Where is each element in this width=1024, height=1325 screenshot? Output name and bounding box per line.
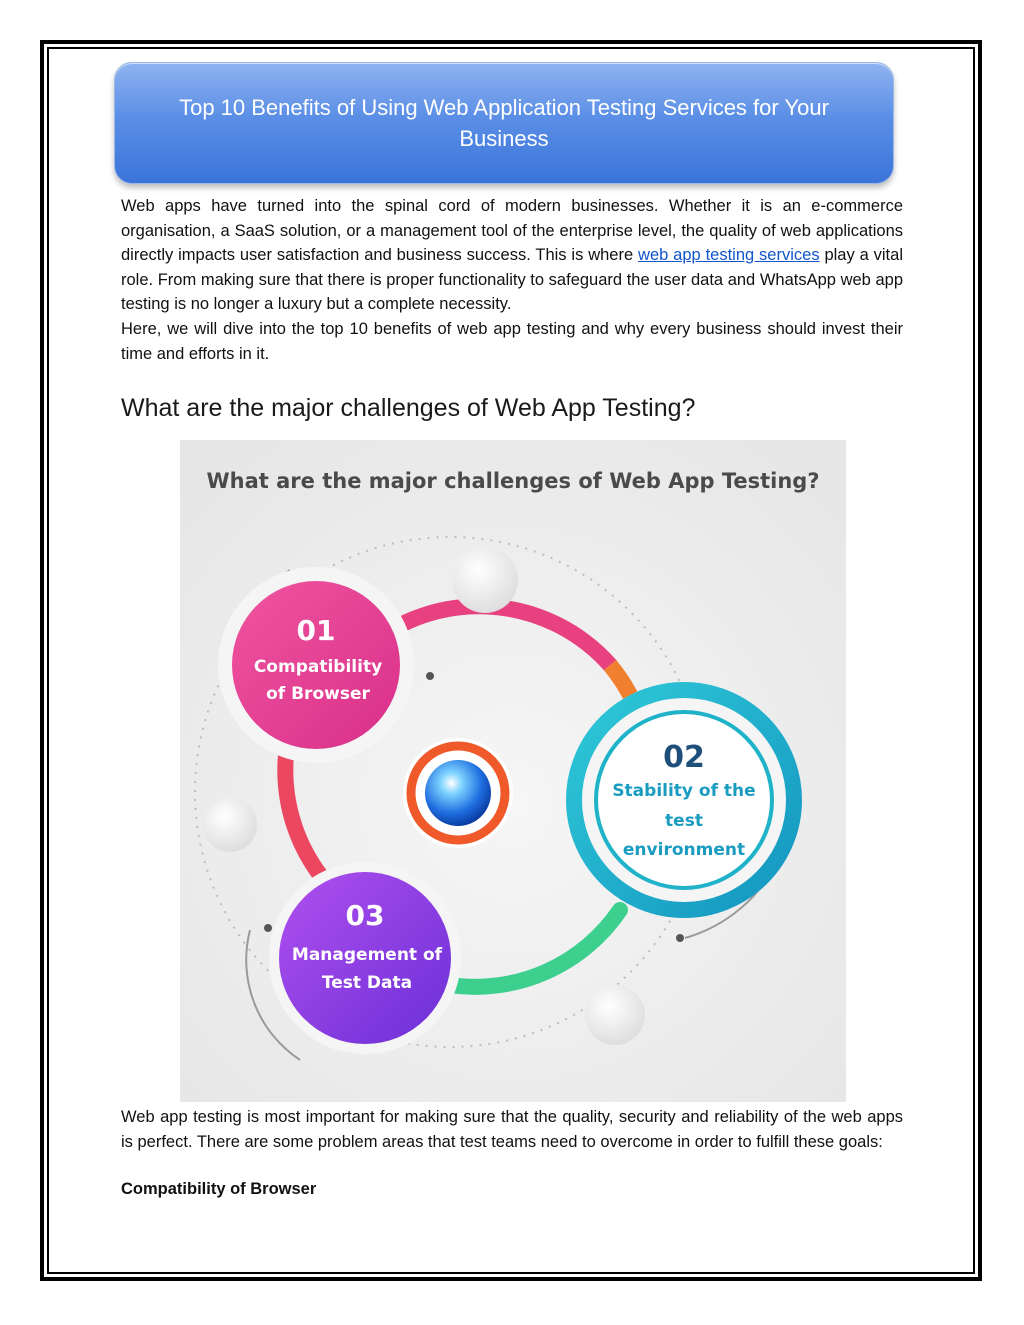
circle-02-line1: Stability of the: [612, 781, 756, 801]
circle-03-line1: Management of: [291, 945, 443, 965]
section-heading: What are the major challenges of Web App Testing?: [121, 394, 696, 422]
decor-dot-1: [426, 672, 434, 680]
circle-03-number: 03: [345, 899, 385, 932]
circle-02-line2: test: [665, 811, 703, 831]
intro-text-before-link: Web apps have turned into the spinal cord of modern businesses. Whether it is an e-commerce organisation, a SaaS solution, or a management tool of the enterprise level, the quality of web applications directly impacts user satisfaction and business success. This is where: [121, 197, 903, 265]
intro-second-paragraph: Here, we will dive into the top 10 benefits of web app testing and why every business should invest their time and efforts in it.: [121, 320, 903, 363]
decor-bubble-top: [452, 547, 518, 613]
circle-01-number: 01: [296, 614, 336, 647]
intro-text-after-link: play a vital role. From making sure that there is proper functionality to safeguard the user data and WhatsApp web app testing is no longer a luxury but a complete necessity.: [121, 246, 903, 314]
circle-03-line2: Test Data: [321, 973, 413, 993]
banner-title: Top 10 Benefits of Using Web Application Testing Services for Your Business: [179, 95, 829, 151]
decor-bubble-bottom: [585, 985, 645, 1045]
challenges-infographic: [180, 440, 846, 1102]
decor-dot-2: [676, 934, 684, 942]
infographic-title: What are the major challenges of Web App Testing?: [206, 469, 820, 493]
center-orb-icon: [425, 760, 491, 826]
circle-02-number: 02: [663, 740, 705, 775]
decor-bubble-left: [203, 798, 257, 852]
circle-02-line3: environment: [622, 840, 746, 860]
circle-01-line2: of Browser: [266, 684, 370, 704]
intro-paragraph: [121, 194, 903, 317]
web-app-testing-services-link[interactable]: web app testing services: [638, 246, 820, 265]
subheading-compatibility: Compatibility of Browser: [121, 1180, 317, 1198]
decor-dot-3: [264, 924, 272, 932]
circle-01-line1: Compatibility: [253, 657, 383, 677]
title-banner: [114, 62, 894, 184]
body-paragraph: Web app testing is most important for making sure that the quality, security and reliability of the web apps is perfect. There are some problem areas that test teams need to overcome in order to fulfill these goals:: [121, 1108, 903, 1151]
infographic-svg: [180, 440, 846, 1102]
